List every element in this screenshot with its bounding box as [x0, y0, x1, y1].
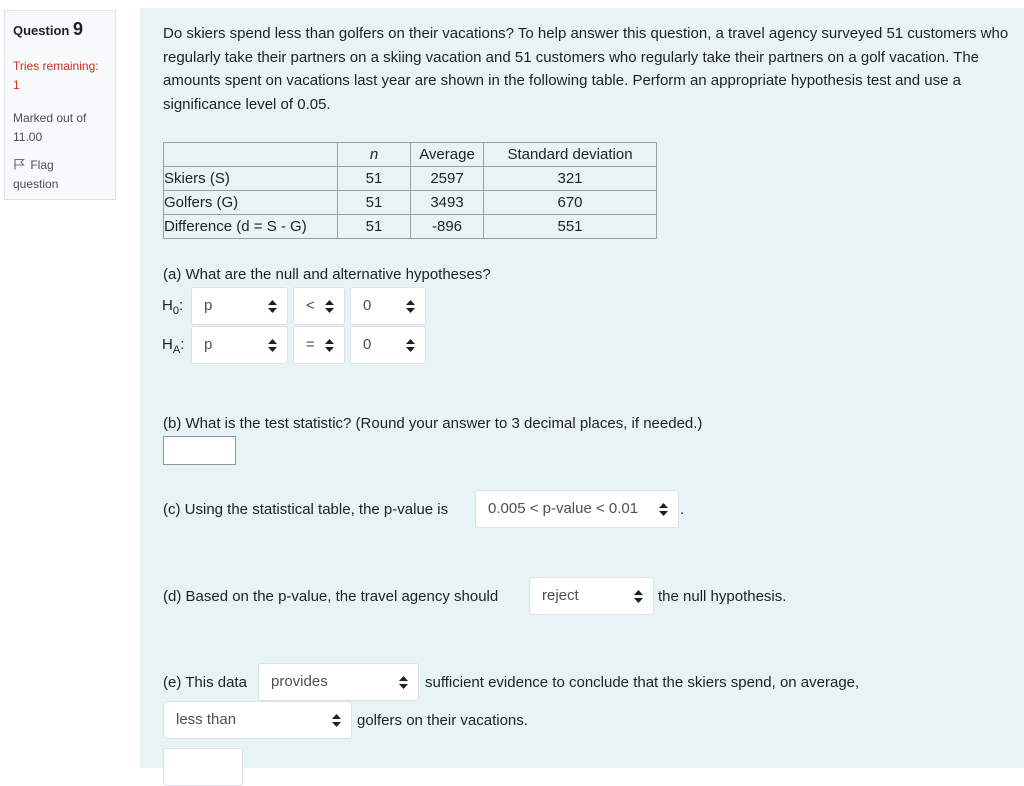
- table-cell: -896: [411, 215, 484, 239]
- part-a-prompt: (a) What are the null and alternative hypotheses?: [163, 266, 491, 283]
- part-e-middle: sufficient evidence to conclude that the skiers spend, on average,: [425, 674, 860, 691]
- table-row: [164, 215, 657, 239]
- question-info-panel: [4, 10, 116, 200]
- table-cell: 670: [484, 191, 657, 215]
- h0-label: $H_0$:: [162, 297, 184, 317]
- marked-out-of: [13, 109, 107, 147]
- table-header-cell: [164, 143, 338, 167]
- part-d-prompt: (d) Based on the p-value, the travel agency should: [163, 588, 499, 605]
- select-arrows-icon: [406, 339, 415, 352]
- question-label: Question: [13, 23, 70, 38]
- table-row: [164, 167, 657, 191]
- part-d-suffix: the null hypothesis.: [658, 588, 787, 605]
- table-cell: 551: [484, 215, 657, 239]
- question-number-heading: [13, 19, 107, 40]
- select-arrows-icon: [268, 300, 277, 313]
- question-text: Do skiers spend less than golfers on their vacations? To help answer this question, a travel agency surveyed 51 customers who regularly take their partners on a skiing vacation and 51 customers who regularly take their partners on a golf vacation. The amounts spent on vacations last year are shown in the following table. Perform an appropriate hypothesis test and use a significance level of 0.05.: [163, 25, 1009, 114]
- select-arrows-icon: [325, 300, 334, 313]
- table-cell: 2597: [411, 167, 484, 191]
- flag-label-2: question: [13, 177, 59, 191]
- next-answer-field[interactable]: [163, 748, 243, 786]
- part-c-prompt: (c) Using the statistical table, the p-value is: [163, 501, 449, 518]
- tries-label: Tries remaining:: [13, 59, 99, 73]
- table-cell: Difference (d = S - G): [164, 215, 338, 239]
- h0-operator-select[interactable]: <: [293, 287, 345, 325]
- tries-value: 1: [13, 78, 20, 92]
- table-cell: 51: [338, 167, 411, 191]
- marked-value: 11.00: [13, 130, 43, 144]
- question-number: 9: [72, 19, 83, 39]
- p-value-select[interactable]: 0.005 < p-value < 0.01: [475, 490, 679, 528]
- table-cell: 3493: [411, 191, 484, 215]
- select-arrows-icon: [659, 503, 668, 516]
- h0-parameter-select[interactable]: p: [191, 287, 288, 325]
- data-table: [163, 142, 657, 239]
- flag-icon: [13, 158, 25, 170]
- table-cell: 321: [484, 167, 657, 191]
- test-statistic-input[interactable]: [163, 436, 236, 465]
- select-arrows-icon: [399, 676, 408, 689]
- table-header-cell: Standard deviation: [484, 143, 657, 167]
- select-arrows-icon: [406, 300, 415, 313]
- evidence-select[interactable]: provides: [258, 663, 419, 701]
- part-c-suffix: .: [680, 501, 685, 518]
- table-row: [164, 191, 657, 215]
- comparison-select[interactable]: less than: [163, 701, 352, 739]
- ha-label: $H_A$:: [162, 336, 185, 356]
- table-header-cell: Average: [411, 143, 484, 167]
- select-arrows-icon: [268, 339, 277, 352]
- question-content: [140, 8, 1024, 768]
- ha-parameter-select[interactable]: p: [191, 326, 288, 364]
- decision-select[interactable]: reject: [529, 577, 654, 615]
- select-arrows-icon: [325, 339, 334, 352]
- select-arrows-icon: [332, 714, 341, 727]
- flag-label: Flag: [30, 158, 54, 172]
- tries-remaining: [13, 57, 107, 95]
- ha-operator-select[interactable]: =: [293, 326, 345, 364]
- table-cell: 51: [338, 191, 411, 215]
- part-e-suffix: golfers on their vacations.: [357, 712, 528, 729]
- marked-label: Marked out of: [13, 111, 87, 125]
- flag-question-link[interactable]: [13, 156, 107, 194]
- table-cell: 51: [338, 215, 411, 239]
- table-cell: Golfers (G): [164, 191, 338, 215]
- table-header-row: [164, 143, 657, 167]
- ha-value-select[interactable]: 0: [350, 326, 426, 364]
- part-e-prompt: (e) This data: [163, 674, 247, 691]
- select-arrows-icon: [634, 590, 643, 603]
- h0-value-select[interactable]: 0: [350, 287, 426, 325]
- table-cell: Skiers (S): [164, 167, 338, 191]
- part-b-prompt: (b) What is the test statistic? (Round your answer to 3 decimal places, if needed.): [163, 415, 703, 432]
- table-header-cell: n: [338, 143, 411, 167]
